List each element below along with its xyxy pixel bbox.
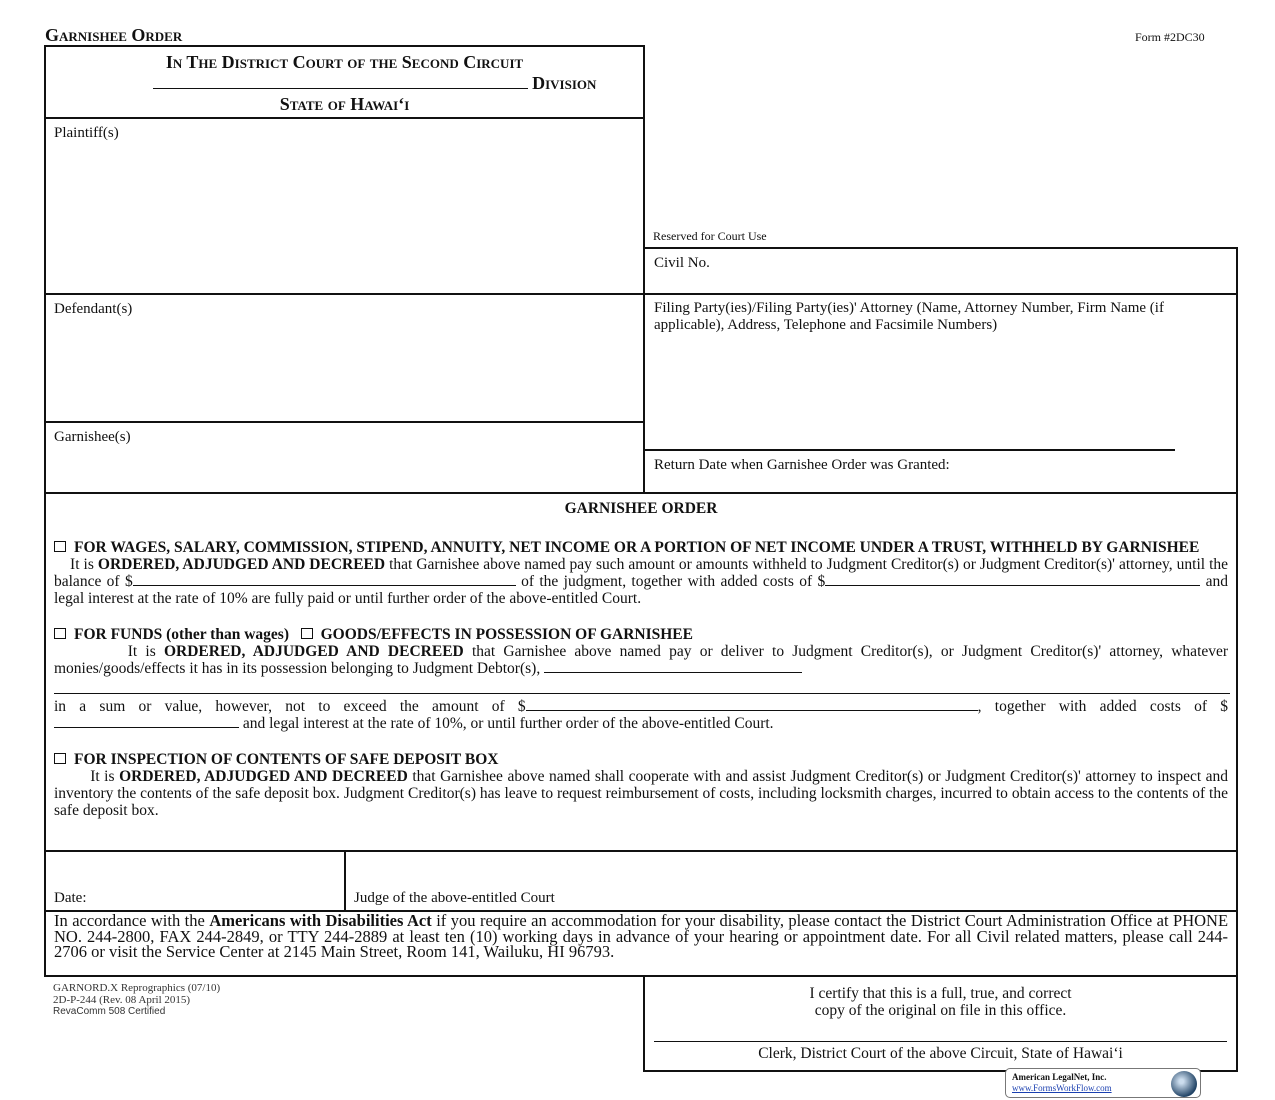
caption-box: [44, 45, 645, 494]
legalnet-logo[interactable]: American LegalNet, Inc. www.FormsWorkFlow.com: [1005, 1068, 1201, 1098]
court-name: In The District Court of the Second Circuit: [165, 52, 524, 72]
filing-party-label: Filing Party(ies)/Filing Party(ies)' Attorney (Name, Attorney Number, Firm Name (if applicable), Address, Telephone and Facsimile Numbers): [654, 300, 1164, 333]
form-number: Form #2DC30: [1135, 30, 1205, 44]
balance-field[interactable]: [133, 573, 516, 586]
order-heading: GARNISHEE ORDER: [564, 500, 718, 517]
goods-title: GOODS/EFFECTS IN POSSESSION OF GARNISHEE: [320, 626, 693, 643]
civil-no-field[interactable]: [645, 249, 1236, 295]
wages-paragraph: It is ORDERED, ADJUDGED AND DECREED that Garnishee above named pay such amount or amounts withheld to Judgment Creditor(s) or Judgment Creditor(s)' attorney, until the balance of $ of the judgment, together with added costs of $ and legal interest at the rate of 10% are fully paid or until further order of the above-entitled Court.: [54, 556, 1229, 607]
debtor-field[interactable]: [544, 660, 802, 673]
ada-notice: In accordance with the Americans with Disabilities Act if you require an accommodation for your disability, please contact the District Court Administration Office at PHONE NO. 244-2800, FAX 244-2849, or TTY 244-2889 at least ten (10) working days in advance of your hearing or appointment date. For all Civil related matters, please call 244-2706 or visit the Service Center at 2145 Main Street, Room 141, Wailuku, HI 96793.: [44, 910, 1238, 977]
court-use-box: [643, 247, 1238, 494]
debtor-field-2[interactable]: [54, 681, 1230, 694]
wages-checkbox[interactable]: [54, 541, 66, 552]
funds-paragraph: It is ORDERED, ADJUDGED AND DECREED that Garnishee above named pay or deliver to Judgment Creditor(s), or Judgment Creditor(s)' attorney, whatever monies/goods/effects it has in its possession belonging to Judgment Debtor(s), in a sum or value, however, not to exceed the amount of $ , together with added costs of $ and legal interest at the rate of 10%, or until further order of the above-entitled Court.: [54, 643, 1229, 732]
safe-deposit-checkbox[interactable]: [54, 753, 66, 764]
garnishee-field[interactable]: [46, 423, 643, 451]
garnishee-label: Garnishee(s): [54, 429, 131, 445]
state-label: State of Hawai‘i: [279, 94, 410, 114]
plaintiff-label: Plaintiff(s): [54, 125, 119, 141]
date-label: Date:: [54, 890, 87, 906]
defendant-field[interactable]: [46, 295, 643, 423]
safe-deposit-title: FOR INSPECTION OF CONTENTS OF SAFE DEPOSIT BOX: [74, 751, 499, 768]
signature-row: [44, 850, 1238, 912]
safe-deposit-paragraph: It is ORDERED, ADJUDGED AND DECREED that Garnishee above named shall cooperate with and assist Judgment Creditor(s) or Judgment Creditor(s)' attorney to inspect and inventory the contents of the safe deposit box. Judgment Creditor(s) has leave to request reimbursement of costs, including locksmith charges, incurred to obtain access to the contents of the safe deposit box.: [54, 768, 1229, 819]
globe-icon: [1171, 1071, 1197, 1097]
judge-label: Judge of the above-entitled Court: [354, 890, 555, 906]
order-section: [44, 492, 1238, 852]
form-footer: GARNORD.X Reprographics (07/10) 2D-P-244 (Rev. 08 April 2015) RevaComm 508 Certified: [53, 982, 221, 1017]
certification-box: I certify that this is a full, true, and correct copy of the original on file in this office. Clerk, District Court of the above Circuit, State of Hawai‘i: [643, 975, 1238, 1072]
goods-checkbox[interactable]: [301, 628, 313, 639]
plaintiff-field[interactable]: [46, 119, 643, 295]
reserved-label: Reserved for Court Use: [653, 229, 767, 243]
wages-title: FOR WAGES, SALARY, COMMISSION, STIPEND, ANNUITY, NET INCOME OR A PORTION OF NET INCOME UNDER A TRUST, WITHHELD BY GARNISHEE: [74, 539, 1200, 556]
costs-field[interactable]: [825, 573, 1200, 586]
court-header: [46, 47, 643, 119]
form-title: Garnishee Order: [45, 25, 183, 45]
defendant-label: Defendant(s): [54, 301, 133, 317]
funds-title: FOR FUNDS (other than wages): [74, 626, 289, 643]
costs-field-2[interactable]: [54, 715, 239, 728]
division-label: Division: [532, 73, 597, 93]
funds-checkbox[interactable]: [54, 628, 66, 639]
filing-party-field[interactable]: [645, 295, 1175, 451]
return-date-field[interactable]: [645, 451, 1236, 479]
amount-field[interactable]: [526, 698, 978, 711]
civil-no-label: Civil No.: [654, 255, 710, 271]
return-date-label: Return Date when Garnishee Order was Granted:: [654, 457, 950, 473]
division-field[interactable]: [153, 76, 528, 89]
clerk-signature: Clerk, District Court of the above Circuit, State of Hawai‘i: [654, 1041, 1227, 1063]
